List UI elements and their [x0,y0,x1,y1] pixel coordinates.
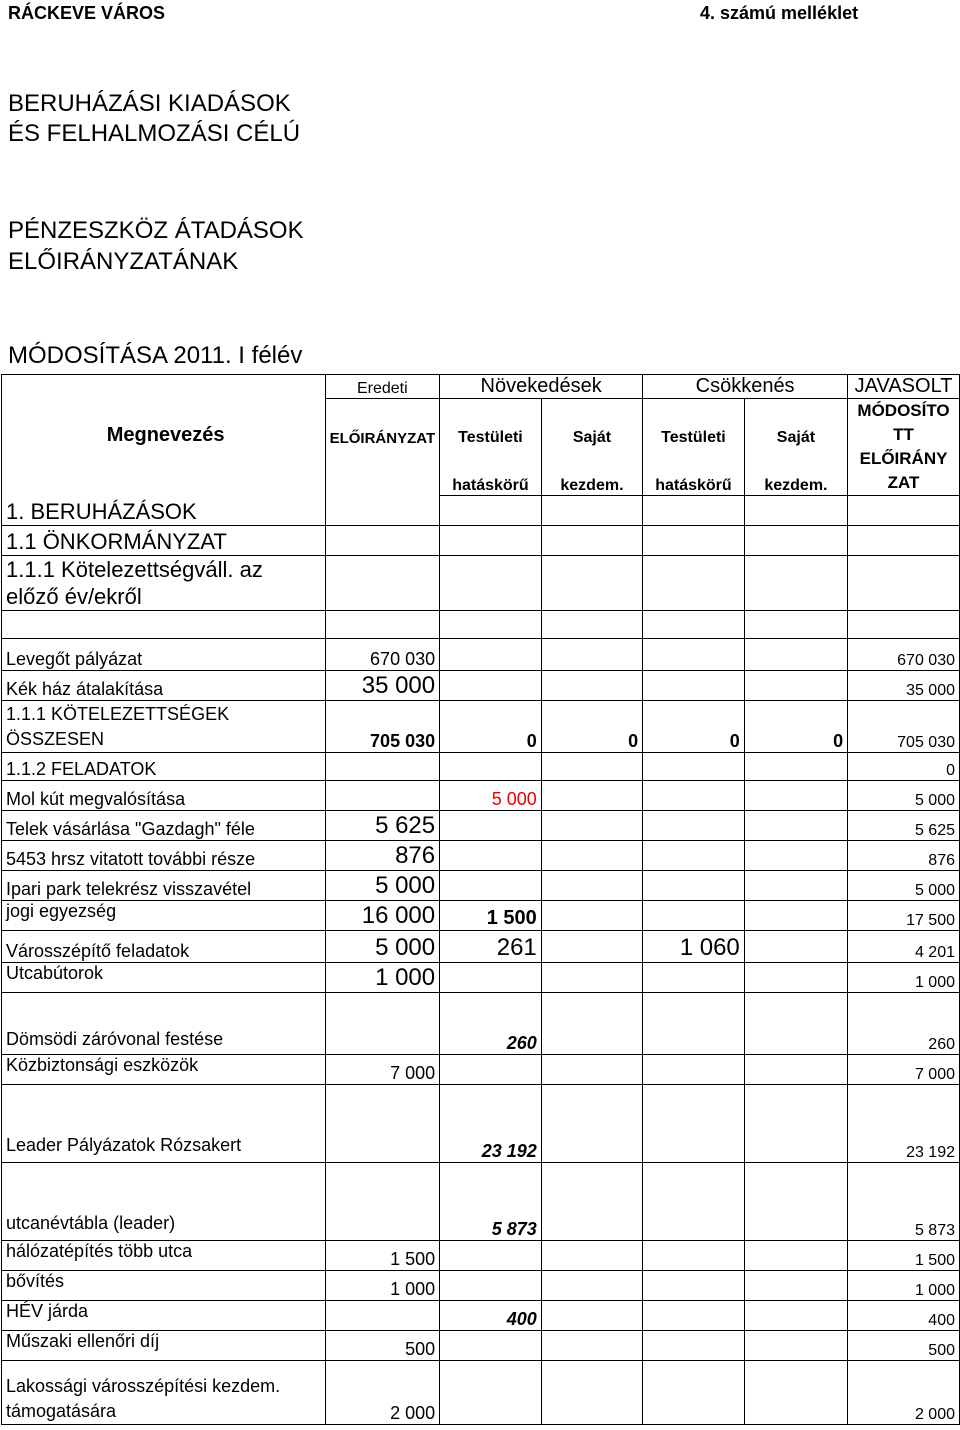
col-eloiranyzat: ELŐIRÁNYZAT [325,399,440,448]
col-novekedesek: Növekedések [440,375,643,399]
table-row [2,781,960,811]
title-line-4: ELŐIRÁNYZATÁNAK [8,248,239,275]
table-row [2,1271,960,1301]
row-name: Lakossági városszépítési kezdem. támogatására [2,1361,326,1425]
row-name: Városszépítő feladatok [2,931,326,963]
cell-javasolt: 670 030 [848,639,960,671]
col-javasolt: JAVASOLT [848,375,960,399]
budget-table [1,374,960,1425]
row-name: hálózatépítés több utca [2,1241,326,1271]
col-sajat-1: Saját [541,399,642,448]
col-modosito: MÓDOSÍTO TT [848,399,960,448]
header-right: 4. számú melléklet [700,3,859,23]
cell-testuleti-2: 1 060 [643,931,745,963]
cell-sajat-2: 0 [744,701,847,753]
cell-javasolt: 7 000 [848,1055,960,1085]
cell-eredeti: 7 000 [325,1055,440,1085]
col-eloiranyzat-2: ELŐIRÁNY ZAT [848,447,960,496]
row-name: 1.1.2 FELADATOK [2,753,326,781]
cell-javasolt: 5 873 [848,1163,960,1241]
row-name: Közbiztonsági eszközök [2,1055,326,1085]
cell-eredeti: 1 000 [325,963,440,993]
row-name: 5453 hrsz vitatott további része [2,841,326,871]
cell-javasolt: 5 625 [848,811,960,841]
table-row [2,671,960,701]
row-name: Levegőt pályázat [2,639,326,671]
header-blank-3b [325,447,440,496]
cell-testuleti-1: 261 [440,931,542,963]
cell-testuleti-1: 260 [440,993,542,1055]
col-testuleti-2: Testületi [643,399,745,448]
title-line-1: BERUHÁZÁSI KIADÁSOK [8,90,291,117]
cell-eredeti: 5 000 [325,931,440,963]
header-blank-3 [2,447,326,496]
table-row [2,753,960,781]
cell-eredeti: 670 030 [325,639,440,671]
section-onkormanyzat: 1.1 ÖNKORMÁNYZAT [2,526,326,556]
row-name: Kék ház átalakítása [2,671,326,701]
table-row [2,639,960,671]
col-eredeti: Eredeti [325,375,440,399]
header-row-3 [2,447,960,496]
cell-eredeti: 1 500 [325,1241,440,1271]
title-line-5: MÓDOSÍTÁSA 2011. I félév [8,342,303,369]
cell-eredeti: 5 625 [325,811,440,841]
cell-eredeti: 705 030 [325,701,440,753]
col-testuleti-1: Testületi [440,399,542,448]
row-name: Dömsödi záróvonal festése [2,993,326,1055]
table-row [2,701,960,753]
cell-javasolt: 1 500 [848,1241,960,1271]
cell-eredeti: 2 000 [325,1361,440,1425]
cell-javasolt: 5 000 [848,781,960,811]
row-name: utcanévtábla (leader) [2,1163,326,1241]
cell-sajat-1: 0 [541,701,642,753]
header-row-1 [2,375,960,399]
cell-javasolt: 23 192 [848,1085,960,1163]
cell-javasolt: 0 [848,753,960,781]
cell-testuleti-2: 0 [643,701,745,753]
table-row [2,1055,960,1085]
section-row [2,526,960,556]
cell-eredeti: 1 000 [325,1271,440,1301]
cell-javasolt: 2 000 [848,1361,960,1425]
row-name: Mol kút megvalósítása [2,781,326,811]
cell-javasolt: 17 500 [848,901,960,931]
col-hataskoru-1: hatáskörű [440,447,542,496]
title-line-3: PÉNZESZKÖZ ÁTADÁSOK [8,217,304,244]
col-kezdem-2: kezdem. [744,447,847,496]
col-hataskoru-2: hatáskörű [643,447,745,496]
row-name: Leader Pályázatok Rózsakert [2,1085,326,1163]
cell-javasolt: 705 030 [848,701,960,753]
cell-testuleti-1: 0 [440,701,542,753]
table-row [2,871,960,901]
cell-javasolt: 500 [848,1331,960,1361]
cell-javasolt: 260 [848,993,960,1055]
table-row [2,1085,960,1163]
table-row [2,611,960,639]
cell-testuleti-1: 23 192 [440,1085,542,1163]
table-row [2,993,960,1055]
cell-testuleti-1: 5 873 [440,1163,542,1241]
cell-javasolt: 1 000 [848,963,960,993]
cell-eredeti: 16 000 [325,901,440,931]
cell-javasolt: 35 000 [848,671,960,701]
cell-eredeti: 35 000 [325,671,440,701]
header-left: RÁCKEVE VÁROS [8,3,166,23]
col-sajat-2: Saját [744,399,847,448]
cell-javasolt: 1 000 [848,1271,960,1301]
table-row [2,901,960,931]
cell-testuleti-1: 400 [440,1301,542,1331]
cell-eredeti: 876 [325,841,440,871]
table-row [2,1163,960,1241]
section-beruhazasok: 1. BERUHÁZÁSOK [2,496,326,526]
row-name: Ipari park telekrész visszavétel [2,871,326,901]
section-row [2,496,960,526]
row-name: jogi egyezség [2,901,326,931]
cell-eredeti: 5 000 [325,871,440,901]
row-name: Telek vásárlása "Gazdagh" féle [2,811,326,841]
table-row [2,811,960,841]
col-csokkenes: Csökkenés [643,375,848,399]
table-row [2,931,960,963]
col-kezdem-1: kezdem. [541,447,642,496]
header-row-2 [2,399,960,448]
cell-javasolt: 4 201 [848,931,960,963]
title-line-2: ÉS FELHALMOZÁSI CÉLÚ [8,120,301,147]
section-kotelezettseg: 1.1.1 Kötelezettségváll. az előző év/ekről [2,556,326,611]
table-row [2,841,960,871]
header-blank [2,375,326,399]
table-row [2,963,960,993]
table-row [2,1331,960,1361]
cell-javasolt: 400 [848,1301,960,1331]
col-megnevezes: Megnevezés [2,399,326,448]
row-name: bővítés [2,1271,326,1301]
row-name: HÉV járda [2,1301,326,1331]
table-row [2,1241,960,1271]
table-row [2,1361,960,1425]
section-row [2,556,960,611]
cell-testuleti-1: 5 000 [440,781,542,811]
row-name: Műszaki ellenőri díj [2,1331,326,1361]
cell-testuleti-1: 1 500 [440,901,542,931]
row-name: 1.1.1 KÖTELEZETTSÉGEK ÖSSZESEN [2,701,326,753]
table-row [2,1301,960,1331]
cell-javasolt: 876 [848,841,960,871]
cell-javasolt: 5 000 [848,871,960,901]
cell-eredeti: 500 [325,1331,440,1361]
row-name: Utcabútorok [2,963,326,993]
